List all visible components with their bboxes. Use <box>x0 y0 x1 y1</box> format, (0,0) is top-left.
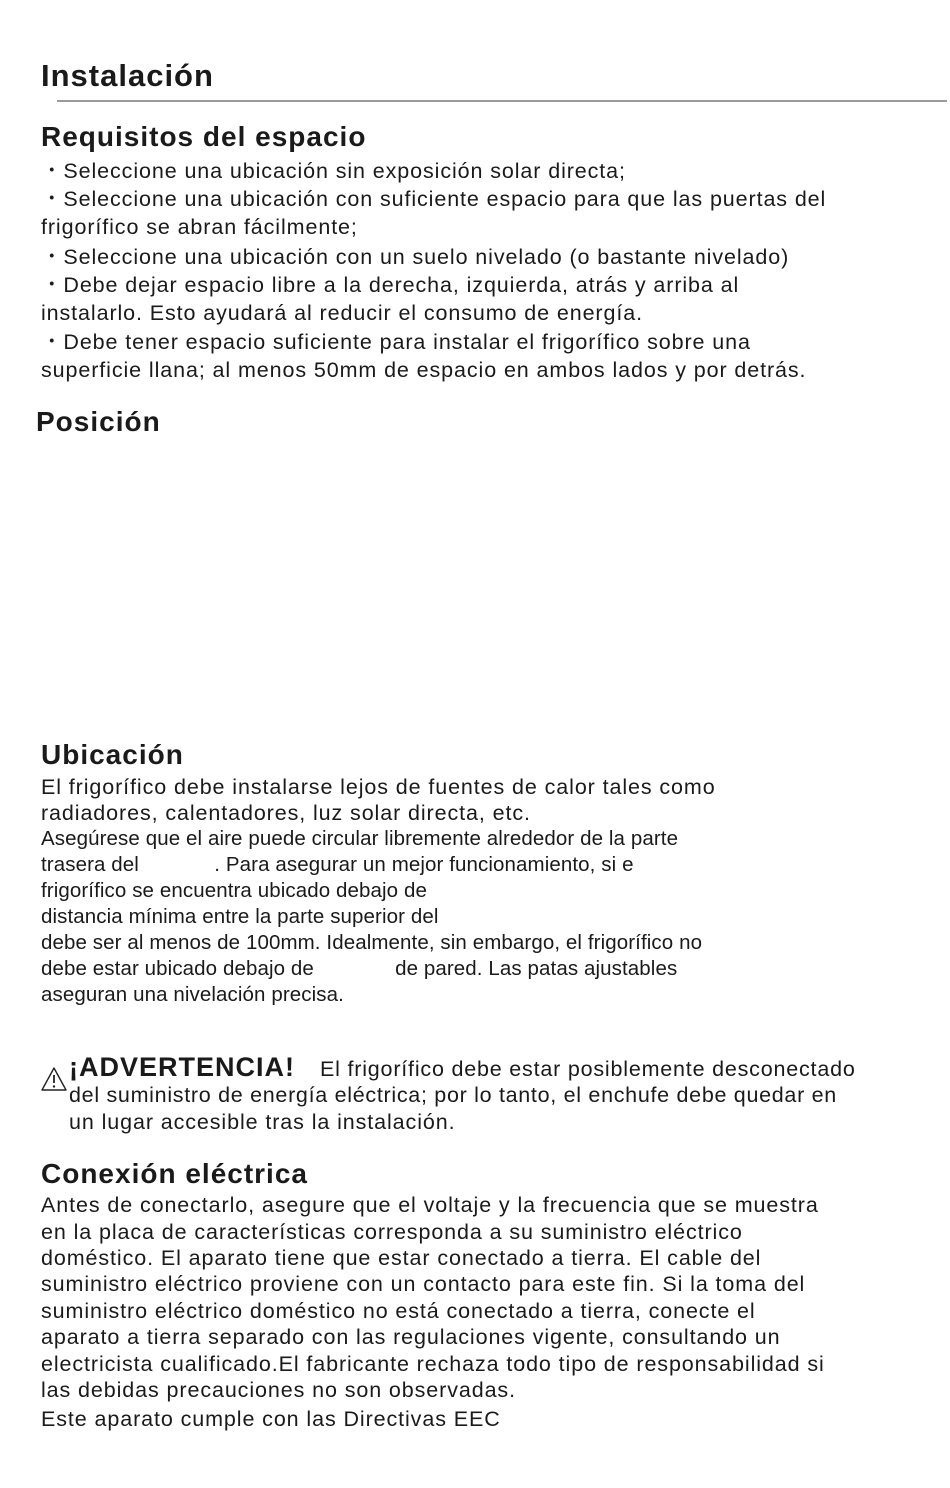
location-line: radiadores, calentadores, luz solar directa, etc. <box>41 801 531 825</box>
page-title: Instalación <box>41 58 214 93</box>
warning-title: ¡ADVERTENCIA! <box>69 1052 295 1082</box>
title-divider <box>57 100 947 102</box>
location-line: Asegúrese que el aire puede circular libremente alrededor de la parte <box>41 827 679 850</box>
space-line: ・Seleccione una ubicación con un suelo nivelado (o bastante nivelado) <box>41 245 790 269</box>
electrical-line: aparato a tierra separado con las regulaciones vigente, consultando un <box>41 1325 781 1349</box>
location-line: distancia mínima entre la parte superior del <box>41 905 439 928</box>
location-line: El frigorífico debe instalarse lejos de fuentes de calor tales como <box>41 775 716 799</box>
section-heading-location: Ubicación <box>41 739 184 770</box>
space-line: ・Seleccione una ubicación con suficiente espacio para que las puertas del <box>41 187 827 211</box>
section-heading-space: Requisitos del espacio <box>41 121 367 152</box>
electrical-line: suministro eléctrico proviene con un contacto para este fin. Si la toma del <box>41 1272 806 1296</box>
warning-text: un lugar accesible tras la instalación. <box>69 1110 456 1134</box>
location-line: trasera del . Para asegurar un mejor funcionamiento, si e <box>41 853 634 876</box>
space-line: ・Debe tener espacio suficiente para instalar el frigorífico sobre una <box>41 330 751 354</box>
space-line: frigorífico se abran fácilmente; <box>41 215 358 239</box>
location-line: debe ser al menos de 100mm. Idealmente, sin embargo, el frigorífico no <box>41 931 703 954</box>
electrical-line: suministro eléctrico doméstico no está conectado a tierra, conecte el <box>41 1299 756 1323</box>
warning-text: del suministro de energía eléctrica; por lo tanto, el enchufe debe quedar en <box>69 1083 837 1107</box>
location-line: frigorífico se encuentra ubicado debajo de <box>41 879 427 902</box>
space-line: ・Debe dejar espacio libre a la derecha, izquierda, atrás y arriba al <box>41 273 740 297</box>
electrical-line: Antes de conectarlo, asegure que el voltaje y la frecuencia que se muestra <box>41 1193 819 1217</box>
warning-triangle-icon <box>40 1066 68 1092</box>
warning-text: El frigorífico debe estar posiblemente desconectado <box>320 1057 856 1081</box>
electrical-line: doméstico. El aparato tiene que estar conectado a tierra. El cable del <box>41 1246 762 1270</box>
section-heading-electrical: Conexión eléctrica <box>41 1158 308 1189</box>
location-line: aseguran una nivelación precisa. <box>41 983 344 1006</box>
electrical-line: en la placa de características corresponda a su suministro eléctrico <box>41 1220 743 1244</box>
section-heading-position: Posición <box>36 406 161 437</box>
space-line: ・Seleccione una ubicación sin exposición solar directa; <box>41 159 626 183</box>
electrical-line: las debidas precauciones no son observadas. <box>41 1378 516 1402</box>
space-line: instalarlo. Esto ayudará al reducir el consumo de energía. <box>41 301 643 325</box>
space-line: superficie llana; al menos 50mm de espacio en ambos lados y por detrás. <box>41 358 807 382</box>
location-line: debe estar ubicado debajo de de pared. Las patas ajustables <box>41 957 678 980</box>
electrical-line: Este aparato cumple con las Directivas EEC <box>41 1407 501 1431</box>
electrical-line: electricista cualificado.El fabricante rechaza todo tipo de responsabilidad si <box>41 1352 825 1376</box>
